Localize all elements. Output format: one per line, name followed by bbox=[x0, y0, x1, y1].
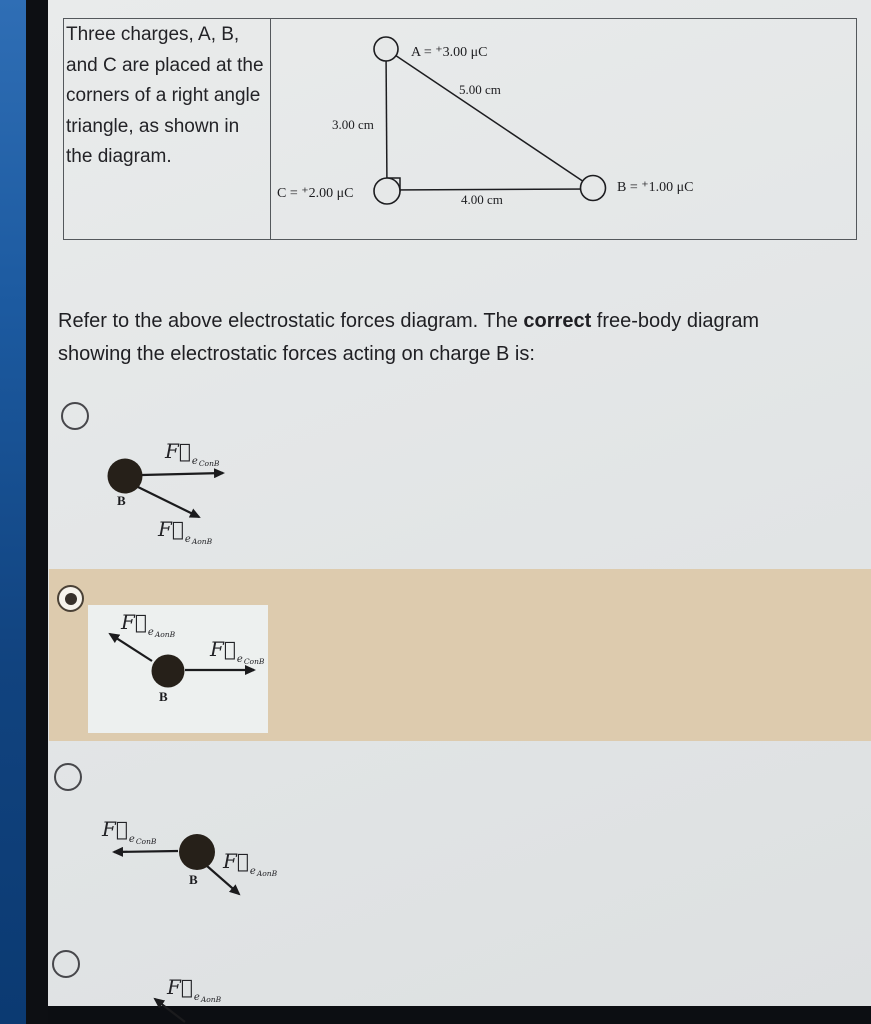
radio-option-4[interactable] bbox=[52, 950, 80, 978]
free-body-diagram-2 bbox=[88, 605, 268, 733]
charge-b-text: B bbox=[159, 689, 168, 704]
problem-text: Three charges, A, B, and C are placed at the corners of a right angle triangle, as shown in the diagram. bbox=[64, 19, 271, 239]
force-label-c-on-b: $F⃗_{eConB}$ bbox=[165, 439, 220, 468]
force-arrow-right bbox=[142, 473, 223, 475]
radio-selected-dot bbox=[65, 593, 77, 605]
side-horizontal-line bbox=[387, 189, 593, 190]
photo-background-left bbox=[0, 0, 26, 1024]
charge-b-node bbox=[581, 176, 606, 201]
charge-b-text: B bbox=[189, 872, 198, 887]
triangle-diagram-svg bbox=[271, 19, 855, 238]
hypotenuse-label: 5.00 cm bbox=[459, 82, 501, 97]
question-line-2: showing the electrostatic forces acting on charge B is: bbox=[58, 343, 535, 365]
force-label-a-on-b: $F⃗_{eAonB}$ bbox=[167, 975, 222, 1004]
charge-b-label: B = ⁺1.00 μC bbox=[617, 180, 694, 195]
radio-option-2[interactable] bbox=[57, 585, 84, 612]
force-label-a-on-b: $F⃗_{eAonB}$ bbox=[158, 517, 213, 546]
charge-a-label: A = ⁺3.00 μC bbox=[411, 45, 488, 60]
force-arrow-down-right bbox=[138, 487, 199, 517]
vertical-side-label: 3.00 cm bbox=[332, 117, 374, 132]
charge-c-label: C = ⁺2.00 μC bbox=[277, 186, 354, 201]
question-line-1: Refer to the above electrostatic forces diagram. The correct free-body diagram bbox=[58, 310, 760, 332]
horizontal-side-label: 4.00 cm bbox=[461, 192, 503, 207]
force-arrow-up-left bbox=[155, 999, 185, 1022]
charge-c-node bbox=[374, 178, 400, 204]
charge-b-dot bbox=[152, 655, 185, 688]
side-vertical-line bbox=[386, 49, 387, 191]
charge-a-node bbox=[374, 37, 398, 61]
side-hypotenuse-line bbox=[386, 49, 593, 188]
screen-bezel bbox=[26, 0, 48, 1024]
force-label-a-on-b: $F⃗_{eAonB}$ bbox=[223, 849, 278, 878]
triangle-diagram bbox=[271, 19, 856, 239]
force-label-a-on-b: $F⃗_{eAonB}$ bbox=[121, 610, 176, 639]
force-label-c-on-b: $F⃗_{eConB}$ bbox=[102, 817, 157, 846]
question-text bbox=[58, 305, 863, 371]
radio-option-3[interactable] bbox=[54, 763, 82, 791]
quiz-page bbox=[48, 0, 871, 1006]
charge-b-dot bbox=[179, 834, 215, 870]
force-arrow-up-left bbox=[110, 634, 152, 661]
force-label-c-on-b: $F⃗_{eConB}$ bbox=[210, 637, 265, 666]
force-arrow-left bbox=[114, 851, 178, 852]
problem-statement-box bbox=[63, 18, 857, 240]
charge-b-text: B bbox=[117, 493, 126, 508]
radio-option-1[interactable] bbox=[61, 402, 89, 430]
charge-b-dot bbox=[108, 459, 143, 494]
